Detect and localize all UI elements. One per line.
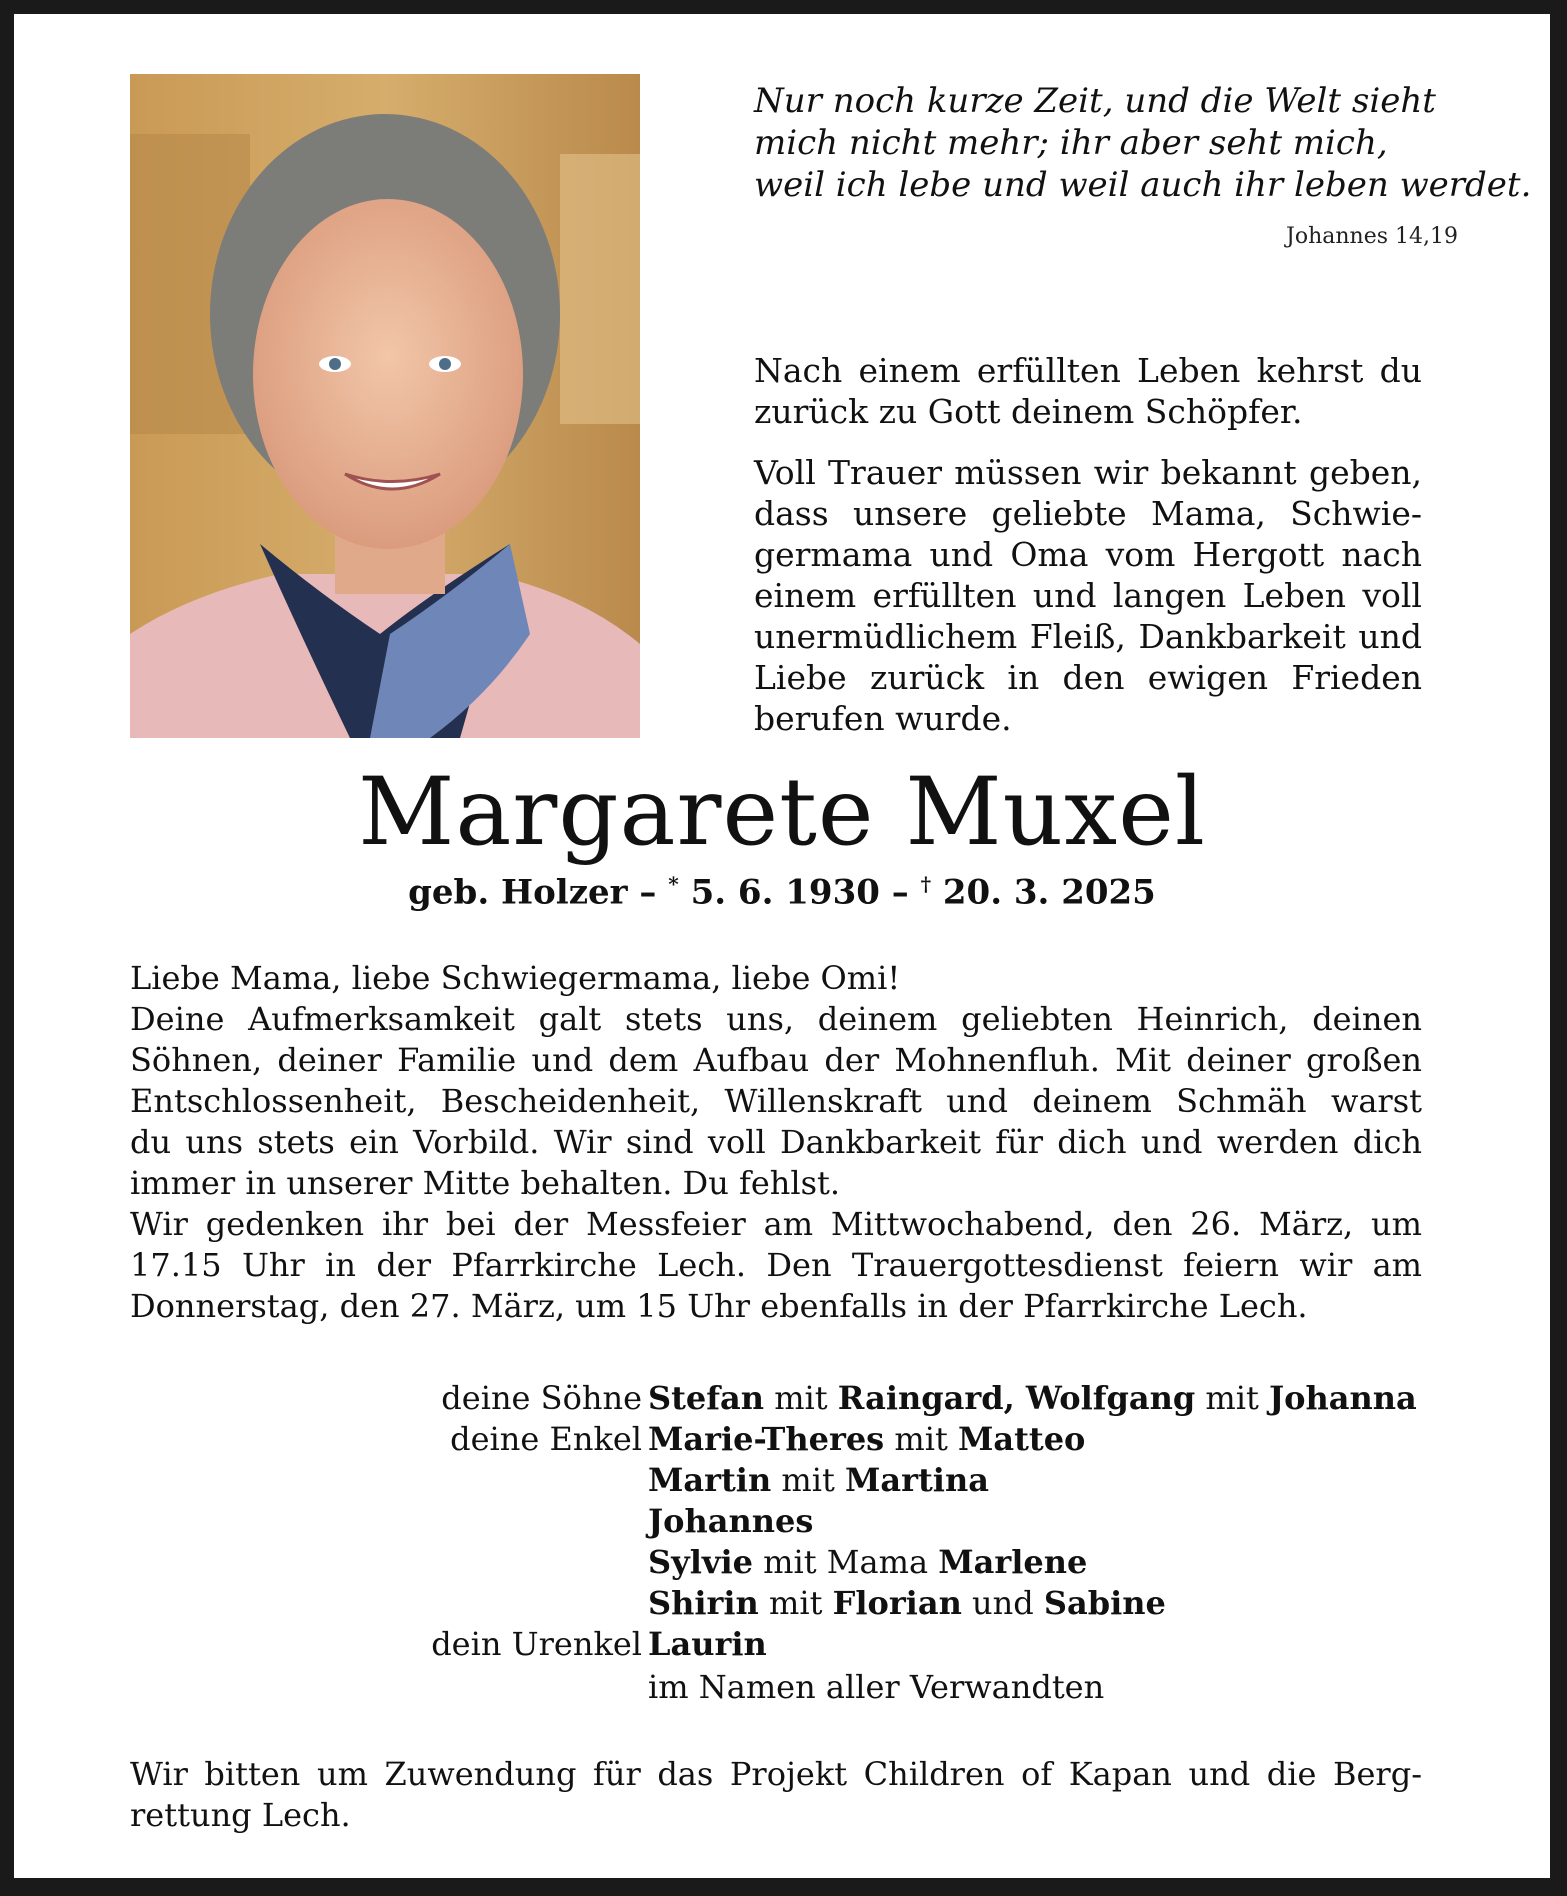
birth-date: 5. 6. 1930 [690,872,880,913]
family-names: Shirin mit Florian und Sabine [648,1584,1166,1622]
life-dates: geb. Holzer – * 5. 6. 1930 – † 20. 3. 2025 [408,872,1156,913]
maiden-name: geb. Holzer [408,872,628,913]
verse-reference: Johannes 14,19 [1286,224,1458,249]
donation-line: rettung Lech. [130,1796,351,1834]
service-line: Wir gedenken ihr bei der Messfeier am Mittwochabend, den 26. März, um [130,1205,1422,1243]
intro-paragraph: Voll Trauer müssen wir bekannt geben, dass unsere geliebte Mama, Schwiegermama und Oma vom Hergott nach einem erfüllten und langen Leben voll unermüdlichem Fleiß, Dankbarkeit und Liebe zurück in den ewigen Frieden berufen wurde. [754,453,1422,738]
verse-line: Nur noch kurze Zeit, und die Welt sieht [754,81,1436,121]
tribute-line: Söhnen, deiner Familie und dem Aufbau der Mohnenfluh. Mit deiner großen [130,1041,1422,1079]
birth-symbol: * [668,872,679,896]
death-symbol: † [920,872,932,896]
family-row [14,1542,1550,1583]
family-row-relatives [14,1667,1550,1708]
family-names: Marie-Theres mit Matteo [648,1420,1086,1458]
intro-paragraph: Nach einem erfüllten Leben kehrst du zurück zu Gott deinem Schöpfer. [754,351,1422,431]
service-line: Donnerstag, den 27. März, um 15 Uhr ebenfalls in der Pfarrkirche Lech. [130,1287,1308,1325]
verse-line: mich nicht mehr; ihr aber seht mich, [754,123,1388,163]
donation-note [130,1754,1422,1836]
greeting: Liebe Mama, liebe Schwiegermama, liebe Omi! [130,959,901,997]
relatives-note: im Namen aller Verwandten [648,1668,1105,1706]
tribute-paragraph [130,999,1422,1163]
family-row-sons [14,1378,1550,1419]
family-row-grandchildren [14,1419,1550,1460]
family-list [14,1378,1550,1708]
family-row [14,1583,1550,1624]
family-label: deine Söhne [441,1379,642,1417]
family-names: Laurin [648,1625,767,1663]
family-names: Sylvie mit Mama Marlene [648,1543,1088,1581]
family-label: deine Enkel [450,1420,642,1458]
family-label: dein Urenkel [431,1625,642,1663]
service-paragraph [130,1204,1422,1286]
family-row [14,1460,1550,1501]
donation-line: Wir bitten um Zuwendung für das Projekt Children of Kapan und die Berg- [130,1755,1422,1793]
family-names: Stefan mit Raingard, Wolfgang mit Johanna [648,1379,1417,1417]
tribute-line: Deine Aufmerksamkeit galt stets uns, deinem geliebten Heinrich, deinen [130,1000,1422,1038]
verse-line: weil ich lebe und weil auch ihr leben werdet. [754,165,1532,205]
bible-verse [754,80,1532,206]
portrait-photo [130,74,640,738]
obituary-page [14,14,1550,1878]
family-row-great-grandchild [14,1624,1550,1665]
obituary-body [130,958,1422,1327]
deceased-name: Margarete Muxel [358,758,1206,867]
tribute-line: du uns stets ein Vorbild. Wir sind voll Dankbarkeit für dich und werden dich [130,1123,1422,1161]
service-line: 17.15 Uhr in der Pfarrkirche Lech. Den Trauergottesdienst feiern wir am [130,1246,1422,1284]
family-row [14,1501,1550,1542]
family-names: Johannes [648,1502,814,1540]
portrait-image [130,74,640,738]
family-names: Martin mit Martina [648,1461,989,1499]
intro-text [754,350,1422,759]
death-date: 20. 3. 2025 [942,872,1156,913]
tribute-line: Entschlossenheit, Bescheidenheit, Willenskraft und deinem Schmäh warst [130,1082,1422,1120]
tribute-line: immer in unserer Mitte behalten. Du fehlst. [130,1164,841,1202]
